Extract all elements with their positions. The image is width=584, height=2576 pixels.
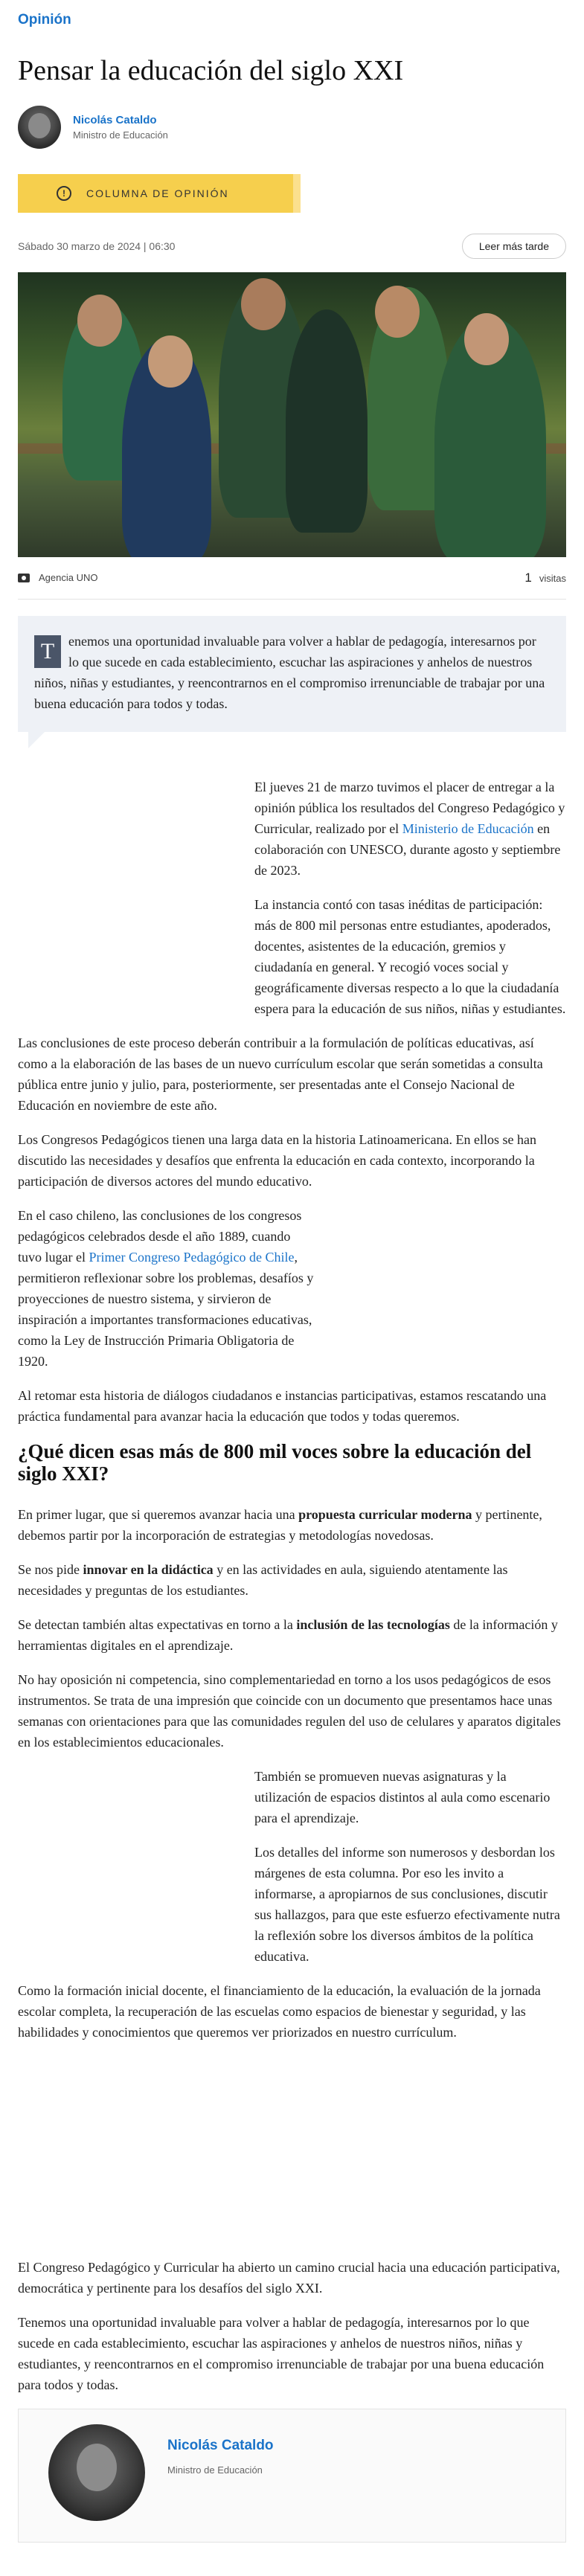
photo-credit: Agencia UNO xyxy=(39,572,98,584)
paragraph: Se nos pide innovar en la didáctica y en las actividades en aula, siguiendo atentamente las necesidades y preguntas de los estudiantes. xyxy=(18,1561,508,1598)
paragraph: Los Congresos Pedagógicos tienen una larga data en la historia Latinoamericana. En ellos se han discutido las necesidades y desafíos que enfrenta la educación en cada contexto, incorporando la participación de diversos actores del mundo educativo. xyxy=(18,1131,536,1189)
lead-box xyxy=(18,616,566,732)
info-icon: ! xyxy=(57,186,71,201)
paragraph: La instancia contó con tasas inéditas de participación: más de 800 mil personas entre estudiantes, apoderados, docentes, asistentes de la educación, gremios y ciudadanía en general. Y recogió voces social y geográficamente diversas respecto a lo que la ciudadanía espera para la educación de sus niños, niñas y estudiantes. xyxy=(254,896,566,1016)
author-byline xyxy=(18,106,566,149)
link-primer-congreso[interactable]: Primer Congreso Pedagógico de Chile xyxy=(89,1249,295,1265)
paragraph: Tenemos una oportunidad invaluable para volver a hablar de pedagogía, interesarnos por lo que sucede en cada establecimiento, escuchar las aspiraciones y anhelos de nuestros niños, niñas y estudiantes, y reencontrarnos en el compromiso irrenunciable de trabajar por una buena educación para todos y todas. xyxy=(18,2314,545,2392)
visits-label: visitas xyxy=(539,572,566,584)
visits-count: 1 xyxy=(524,570,532,585)
paragraph: Las conclusiones de este proceso deberán contribuir a la formulación de políticas educativas, así como a la elaboración de las bases de un nuevo currículum escolar que serán sometidas a consulta pública entre junio y julio, para, posteriormente, ser presentadas ante el Consejo Nacional de Educación en noviembre de este año. xyxy=(18,1035,543,1113)
visit-counter xyxy=(524,571,566,585)
article-hero-image xyxy=(18,272,566,557)
lead-text: enemos una oportunidad invaluable para volver a hablar de pedagogía, interesarnos por lo que sucede en cada establecimiento, escuchar las aspiraciones y anhelos de nuestros niños, niñas y estudiantes, y reencontrarnos en el compromiso irrenunciable de trabajar por una buena educación para todos y todas. xyxy=(34,633,545,711)
author-card-avatar[interactable] xyxy=(48,2424,145,2521)
paragraph: También se promueven nuevas asignaturas y la utilización de espacios distintos al aula como escenario para el aprendizaje. xyxy=(254,1768,551,1825)
paragraph: Se detectan también altas expectativas en torno a la inclusión de las tecnologías de la información y herramientas digitales en el aprendizaje. xyxy=(18,1616,558,1653)
dropcap-letter: T xyxy=(34,635,61,668)
paragraph: Como la formación inicial docente, el financiamiento de la educación, la evaluación de la jornada escolar completa, la recuperación de las escuelas como espacios de bienestar y seguridad, y las habilidades y conocimientos que queremos ver priorizados en nuestro currículum. xyxy=(18,1982,541,2040)
opinion-badge-label: COLUMNA DE OPINIÓN xyxy=(86,187,229,199)
section-link-opinion[interactable]: Opinión xyxy=(18,12,71,28)
article-headline: Pensar la educación del siglo XXI xyxy=(18,55,404,86)
paragraph: Los detalles del informe son numerosos y desbordan los márgenes de esta columna. Por eso les invito a informarse, a apropiarnos de sus conclusiones, discutir sus hallazgos, para que este esfuerzo efectivamente nutra la reflexión sobre los diversos ámbitos de la política educativa. xyxy=(254,1844,560,1964)
read-later-button[interactable]: Leer más tarde xyxy=(462,234,566,259)
author-role: Ministro de Educación xyxy=(73,129,168,141)
author-card xyxy=(18,2409,566,2543)
ad-space xyxy=(18,2056,566,2257)
author-avatar[interactable] xyxy=(18,106,61,149)
divider xyxy=(18,599,566,600)
paragraph: En primer lugar, que si queremos avanzar hacia una propuesta curricular moderna y pertinente, debemos partir por la incorporación de estrategias y metodologías novedosas. xyxy=(18,1506,542,1543)
paragraph: Al retomar esta historia de diálogos ciudadanos e instancias participativas, estamos rescatando una práctica fundamental para avanzar hacia la educación que todos y todas queremos. xyxy=(18,1387,547,1424)
link-ministerio-educacion[interactable]: Ministerio de Educación xyxy=(402,820,534,836)
author-name-link[interactable]: Nicolás Cataldo xyxy=(73,113,157,126)
publish-date: Sábado 30 marzo de 2024 | 06:30 xyxy=(18,240,176,252)
paragraph: El jueves 21 de marzo tuvimos el placer de entregar a la opinión pública los resultados del Congreso Pedagógico y Curricular, realizado por el Ministerio de Educación en colaboración con UNESCO, durante agosto y septiembre de 2023. xyxy=(254,779,565,878)
article-body xyxy=(18,777,566,2395)
camera-icon xyxy=(18,574,30,582)
paragraph: En el caso chileno, las conclusiones de los congresos pedagógicos celebrados desde el año 1889, cuando tuvo lugar el Primer Congreso Pedagógico de Chile, permitieron reflexionar sobre los problemas, desafíos y proyecciones de nuestro sistema, y sirvieron de inspiración a importantes transformaciones educativas, como la Ley de Instrucción Primaria Obligatoria de 1920. xyxy=(18,1207,314,1369)
author-card-role: Ministro de Educación xyxy=(167,2464,263,2476)
paragraph: El Congreso Pedagógico y Curricular ha abierto un camino crucial hacia una educación participativa, democrática y pertinente para los desafíos del siglo XXI. xyxy=(18,2259,560,2296)
paragraph: No hay oposición ni competencia, sino complementariedad en torno a los usos pedagógicos de esos instrumentos. Se trata de una impresión que coincide con un documento que presentamos hace unas semanas con orientaciones para que las comunidades regulen del uso de celulares y aparatos digitales en los establecimientos educacionales. xyxy=(18,1671,561,1750)
author-card-name[interactable]: Nicolás Cataldo xyxy=(167,2437,274,2453)
section-subheading: ¿Qué dicen esas más de 800 mil voces sobre la educación del siglo XXI? xyxy=(18,1439,532,1485)
opinion-column-badge xyxy=(18,174,293,213)
